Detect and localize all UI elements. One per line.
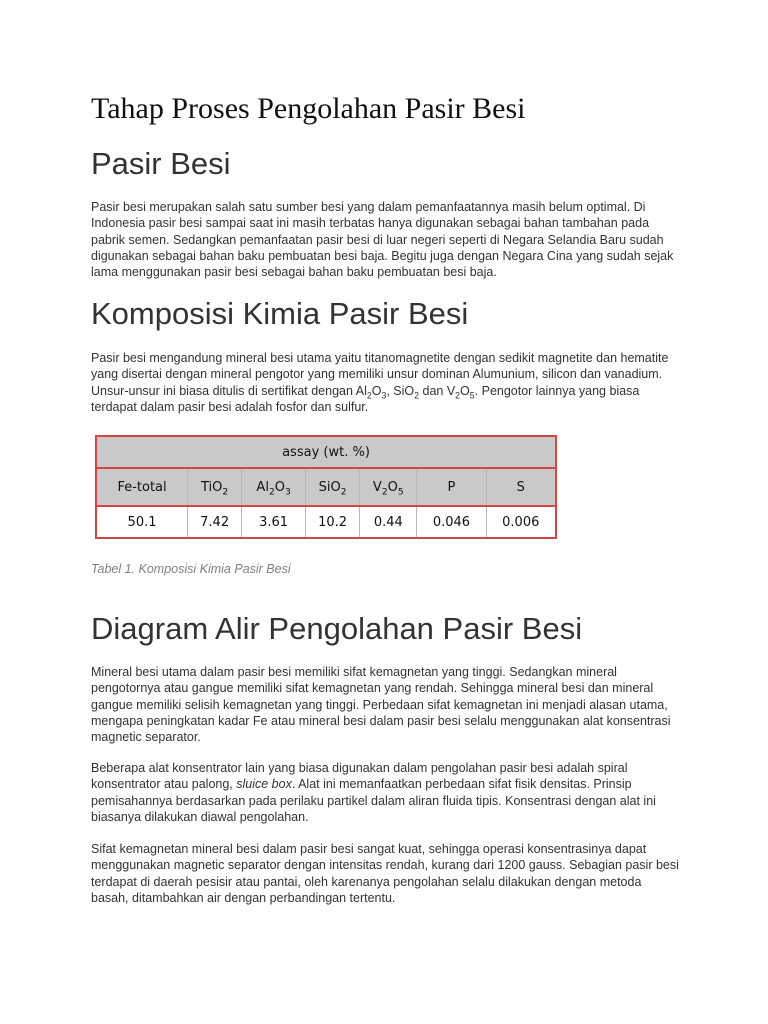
table-cell-tio2: 7.42 — [188, 506, 242, 538]
paragraph-diagram-2: Beberapa alat konsentrator lain yang biasa digunakan dalam pengolahan pasir besi adalah spiral konsentrator atau palong, sluice box. Alat ini memanfaatkan perbedaan sifat fisik densitas. Prinsip pemisahannya berdasarkan pada perilaku partikel dalam aliran fluida tipis. Konsentrasi dengan alat ini biasanya dilakukan diawal pengolahan. — [91, 761, 656, 824]
formula-al2o3: $Al_2O_3$ — [355, 383, 387, 401]
section-heading-pasir-besi: Pasir Besi — [91, 146, 231, 181]
assay-table — [95, 435, 557, 539]
section-heading-komposisi: Komposisi Kimia Pasir Besi — [91, 296, 469, 331]
table-cell-fe-total: 50.1 — [96, 506, 188, 538]
section-heading-diagram-alir: Diagram Alir Pengolahan Pasir Besi — [91, 611, 583, 646]
table-cell-sio2: 10.2 — [306, 506, 360, 538]
table-cell-s: 0.006 — [486, 506, 556, 538]
paragraph-diagram-1: Mineral besi utama dalam pasir besi memiliki sifat kemagnetan yang tinggi. Sedangkan mineral pengotornya atau gangue memiliki sifat kemagnetan yang rendah. Sehingga mineral besi dan mineral gangue memiliki selisih kemagnetan yang tinggi. Perbedaan sifat kemagnetan ini menjadi alasan utama, mengapa peningkatan kadar Fe atau mineral besi dalam pasir besi selalu menggunakan alat konsentrasi magnetic separator. — [91, 665, 671, 745]
table-cell-al2o3: 3.61 — [242, 506, 306, 538]
formula-v2o5: $V_2O_5$ — [446, 383, 475, 401]
table-title: assay (wt. %) — [96, 436, 556, 468]
table-header-p: P — [417, 468, 486, 506]
table-header-al2o3: $Al_2O_3$ — [242, 468, 306, 506]
table-header-sio2: SiO$_2$ — [306, 468, 360, 506]
emphasis-sluice-box: sluice box — [236, 777, 292, 792]
table-cell-v2o5: 0.44 — [360, 506, 417, 538]
table-header-v2o5: $V_2O_5$ — [360, 468, 417, 506]
table-cell-p: 0.046 — [417, 506, 486, 538]
paragraph-diagram-3: Sifat kemagnetan mineral besi dalam pasir besi sangat kuat, sehingga operasi konsentrasinya dapat menggunakan magnetic separator dengan intensitas rendah, kurang dari 1200 gauss. Sebagian pasir besi terdapat di daerah pesisir atau pantai, oleh karenanya pengolahan selalu dilakukan dengan metoda basah, ditambahkan air dengan perbandingan tertentu. — [91, 842, 679, 905]
table-header-fe-total: Fe-total — [96, 468, 188, 506]
table-caption: Tabel 1. Komposisi Kimia Pasir Besi — [91, 562, 291, 576]
assay-table-image — [95, 435, 557, 539]
table-header-s: S — [486, 468, 556, 506]
document-title: Tahap Proses Pengolahan Pasir Besi — [91, 92, 526, 125]
formula-sio2: SiO$_2$ — [393, 383, 420, 401]
table-row — [96, 506, 556, 538]
table-header-tio2: TiO$_2$ — [188, 468, 242, 506]
paragraph-komposisi: Pasir besi mengandung mineral besi utama yaitu titanomagnetite dengan sedikit magnetite dan hematite yang disertai dengan mineral pengotor yang memiliki unsur dominan Alumunium, silicon dan vanadium. Unsur-unsur ini biasa ditulis di sertifikat dengan $Al_2O_3$, SiO$_2$ dan $V_2O_5$. Pengotor lainnya yang biasa terdapat dalam pasir besi adalah fosfor dan sulfur. — [91, 351, 669, 414]
paragraph-pasir-besi: Pasir besi merupakan salah satu sumber besi yang dalam pemanfaatannya masih belum optimal. Di Indonesia pasir besi sampai saat ini masih terbatas hanya digunakan sebagai bahan tambahan pada pabrik semen. Sedangkan pemanfaatan pasir besi di luar negeri seperti di Negara Selandia Baru sudah digunakan sebagai bahan baku pembuatan besi baja. Begitu juga dengan Negara Cina yang sudah sejak lama menggunakan pasir besi sebagai bahan baku pembuatan besi baja. — [91, 200, 674, 280]
